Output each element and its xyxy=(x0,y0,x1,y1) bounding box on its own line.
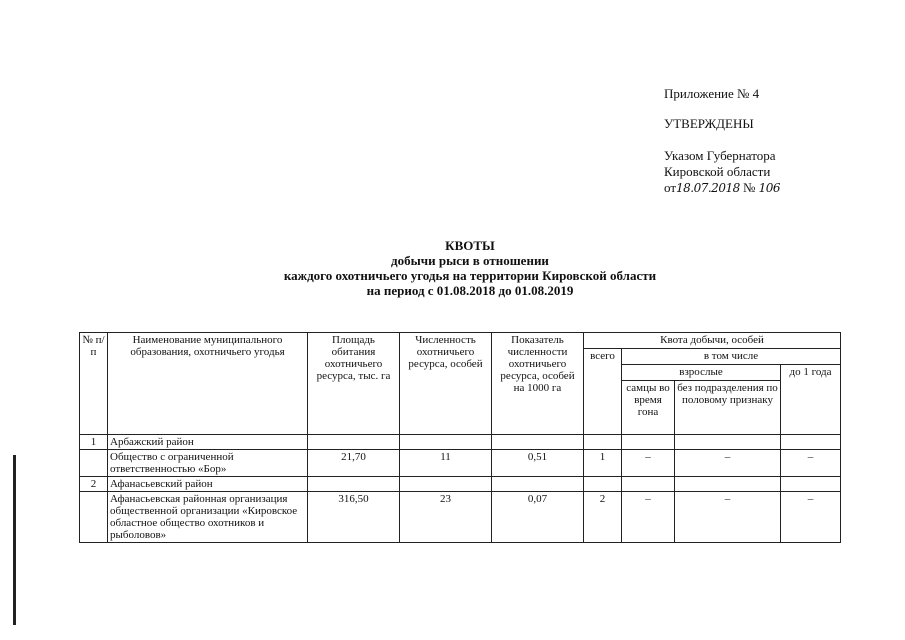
cell-count xyxy=(400,435,492,450)
cell-num xyxy=(80,450,108,477)
cell-no-sex: – xyxy=(675,492,781,543)
header-num: № п/п xyxy=(80,333,108,435)
cell-num xyxy=(80,492,108,543)
date-prefix: от xyxy=(664,180,677,195)
document-title xyxy=(100,238,840,298)
table-row xyxy=(80,450,841,477)
header-young: до 1 года xyxy=(781,365,841,435)
number-prefix: № xyxy=(742,180,756,195)
decree-line-1: Указом Губернатора xyxy=(664,148,776,163)
cell-count xyxy=(400,477,492,492)
title-line-1: КВОТЫ xyxy=(445,238,495,253)
cell-density xyxy=(492,477,584,492)
header-adults: взрослые xyxy=(622,365,781,381)
cell-males xyxy=(622,477,675,492)
cell-young: – xyxy=(781,450,841,477)
title-line-3: каждого охотничьего угодья на территории Кировской области xyxy=(283,268,657,283)
cell-males xyxy=(622,435,675,450)
cell-total: 1 xyxy=(584,450,622,477)
cell-area: 21,70 xyxy=(308,450,400,477)
cell-young xyxy=(781,435,841,450)
handwritten-date: 18.07.2018 xyxy=(676,181,740,195)
cell-density: 0,51 xyxy=(492,450,584,477)
cell-no-sex xyxy=(675,435,781,450)
cell-no-sex xyxy=(675,477,781,492)
cell-area xyxy=(308,477,400,492)
cell-total xyxy=(584,477,622,492)
title-line-4: на период с 01.08.2018 до 01.08.2019 xyxy=(366,283,574,298)
table-row xyxy=(80,492,841,543)
cell-young xyxy=(781,477,841,492)
header-quota: Квота добычи, особей xyxy=(584,333,841,349)
handwritten-number: 106 xyxy=(758,181,781,195)
cell-area: 316,50 xyxy=(308,492,400,543)
cell-name: Общество с ограниченной ответственностью «Бор» xyxy=(108,450,308,477)
cell-count: 11 xyxy=(400,450,492,477)
cell-name: Арбажский район xyxy=(108,435,308,450)
cell-count: 23 xyxy=(400,492,492,543)
decree-date-line xyxy=(664,180,780,196)
cell-num: 1 xyxy=(80,435,108,450)
cell-name: Афанасьевский район xyxy=(108,477,308,492)
header-count: Численность охотничьего ресурса, особей xyxy=(400,333,492,435)
cell-males: – xyxy=(622,450,675,477)
header-density: Показатель численности охотничьего ресурса, особей на 1000 га xyxy=(492,333,584,435)
cell-density xyxy=(492,435,584,450)
cell-total xyxy=(584,435,622,450)
cell-name: Афанасьевская районная организация общественной организации «Кировское областное общество охотников и рыболовов» xyxy=(108,492,308,543)
header-including: в том числе xyxy=(622,349,841,365)
header-males: самцы во время гона xyxy=(622,381,675,435)
cell-total: 2 xyxy=(584,492,622,543)
table-row xyxy=(80,435,841,450)
header-name: Наименование муниципального образования, охотничьего угодья xyxy=(108,333,308,435)
header-total: всего xyxy=(584,349,622,435)
cell-num: 2 xyxy=(80,477,108,492)
cell-young: – xyxy=(781,492,841,543)
approval-block xyxy=(664,86,780,196)
cell-males: – xyxy=(622,492,675,543)
cell-density: 0,07 xyxy=(492,492,584,543)
table-row xyxy=(80,477,841,492)
quota-table xyxy=(79,332,841,543)
header-no-sex: без подразделения по половому признаку xyxy=(675,381,781,435)
title-line-2: добычи рыси в отношении xyxy=(391,253,549,268)
decree-line-2: Кировской области xyxy=(664,164,771,179)
approved-label: УТВЕРЖДЕНЫ xyxy=(664,116,754,131)
scan-edge-mark xyxy=(13,455,16,625)
cell-area xyxy=(308,435,400,450)
header-area: Площадь обитания охотничьего ресурса, тыс. га xyxy=(308,333,400,435)
cell-no-sex: – xyxy=(675,450,781,477)
appendix-label: Приложение № 4 xyxy=(664,86,760,101)
